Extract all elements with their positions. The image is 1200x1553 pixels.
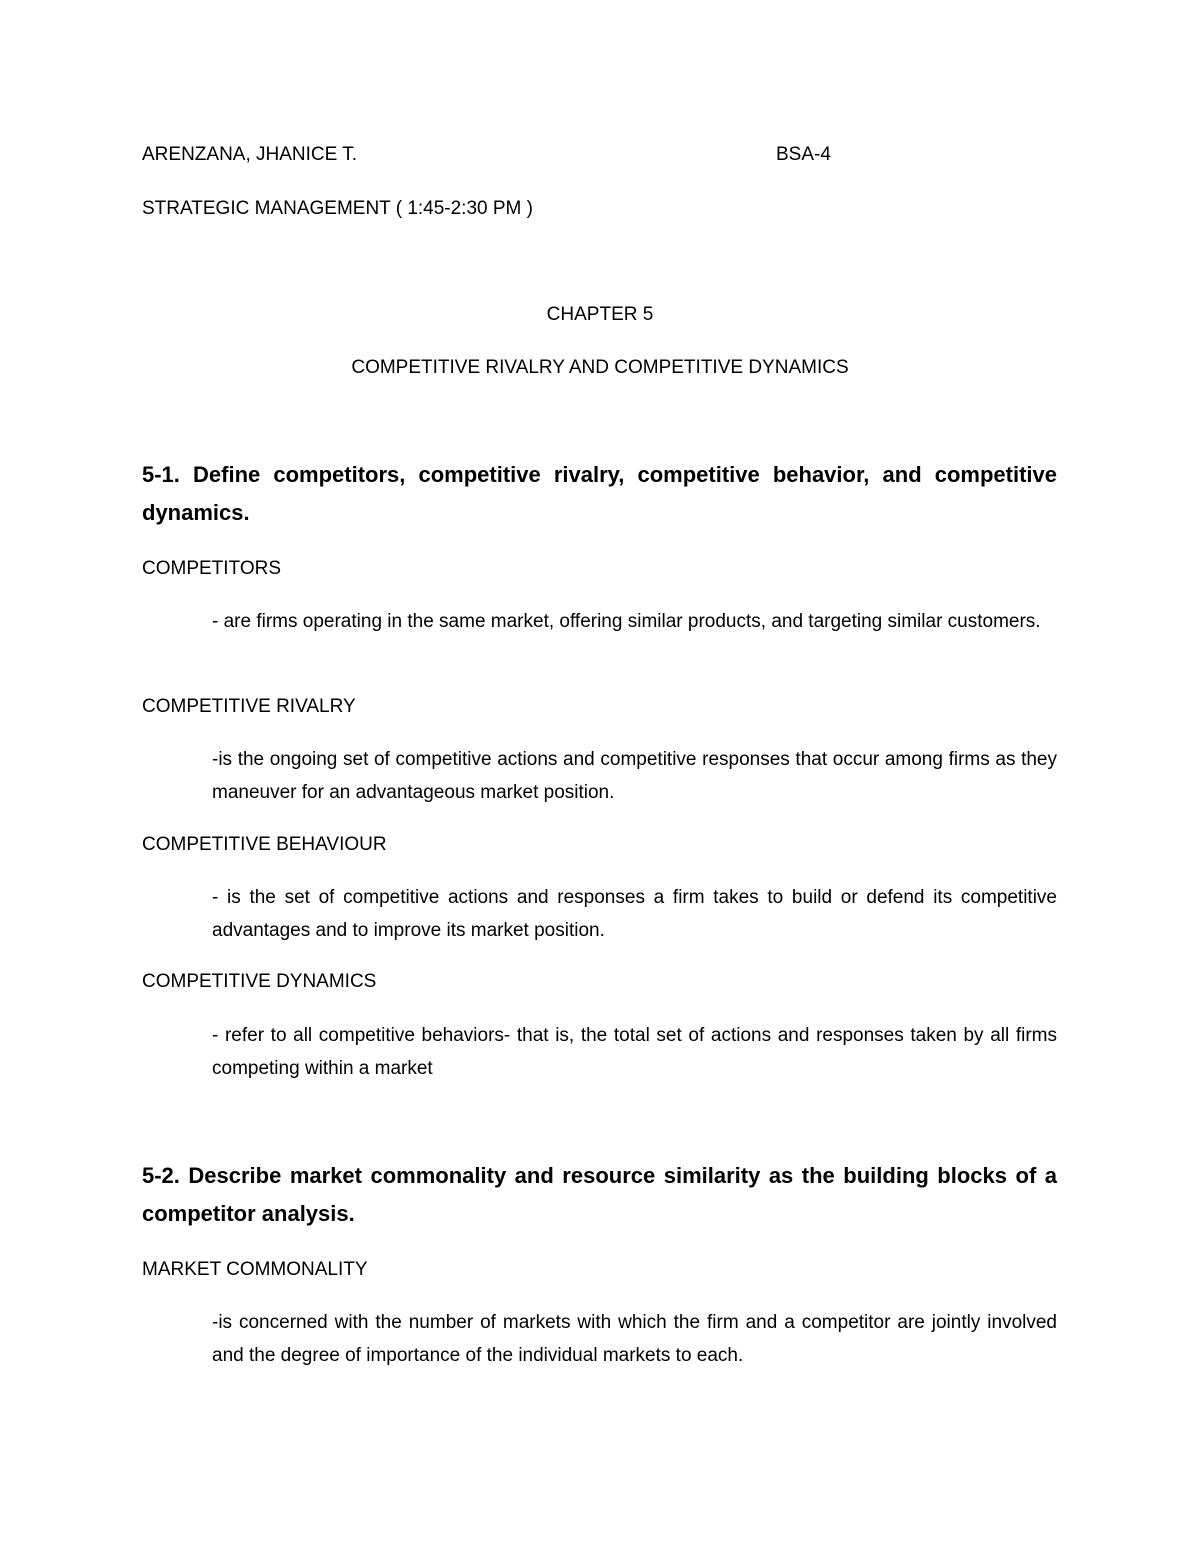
definition-market-commonality: -is concerned with the number of markets with which the firm and a competitor are jointly involved and the degree of importance of the individual markets to each.: [212, 1312, 1057, 1366]
program-label: BSA-4: [776, 144, 831, 165]
term-competitive-dynamics: COMPETITIVE DYNAMICS: [142, 971, 377, 992]
definition-competitors: - are firms operating in the same market, offering similar products, and targeting similar customers.: [212, 611, 1041, 632]
term-competitive-behaviour: COMPETITIVE BEHAVIOUR: [142, 834, 387, 855]
question-5-2: 5-2. Describe market commonality and resource similarity as the building blocks of a competitor analysis.: [142, 1163, 1057, 1226]
term-competitive-rivalry: COMPETITIVE RIVALRY: [142, 696, 356, 717]
term-competitors: COMPETITORS: [142, 558, 281, 579]
chapter-title: COMPETITIVE RIVALRY AND COMPETITIVE DYNAMICS: [351, 357, 849, 378]
course-label: STRATEGIC MANAGEMENT ( 1:45-2:30 PM ): [142, 198, 533, 219]
definition-competitive-dynamics: - refer to all competitive behaviors- that is, the total set of actions and responses taken by all firms competing within a market: [212, 1025, 1057, 1079]
term-market-commonality: MARKET COMMONALITY: [142, 1259, 368, 1280]
definition-competitive-behaviour: - is the set of competitive actions and responses a firm takes to build or defend its competitive advantages and to improve its market position.: [212, 887, 1057, 941]
chapter-number: CHAPTER 5: [546, 304, 654, 325]
student-name: ARENZANA, JHANICE T.: [142, 144, 358, 165]
question-5-1: 5-1. Define competitors, competitive rivalry, competitive behavior, and competitive dynamics.: [142, 462, 1057, 525]
header-row: [142, 143, 842, 169]
definition-competitive-rivalry: -is the ongoing set of competitive actions and competitive responses that occur among firms as they maneuver for an advantageous market position.: [212, 749, 1057, 803]
